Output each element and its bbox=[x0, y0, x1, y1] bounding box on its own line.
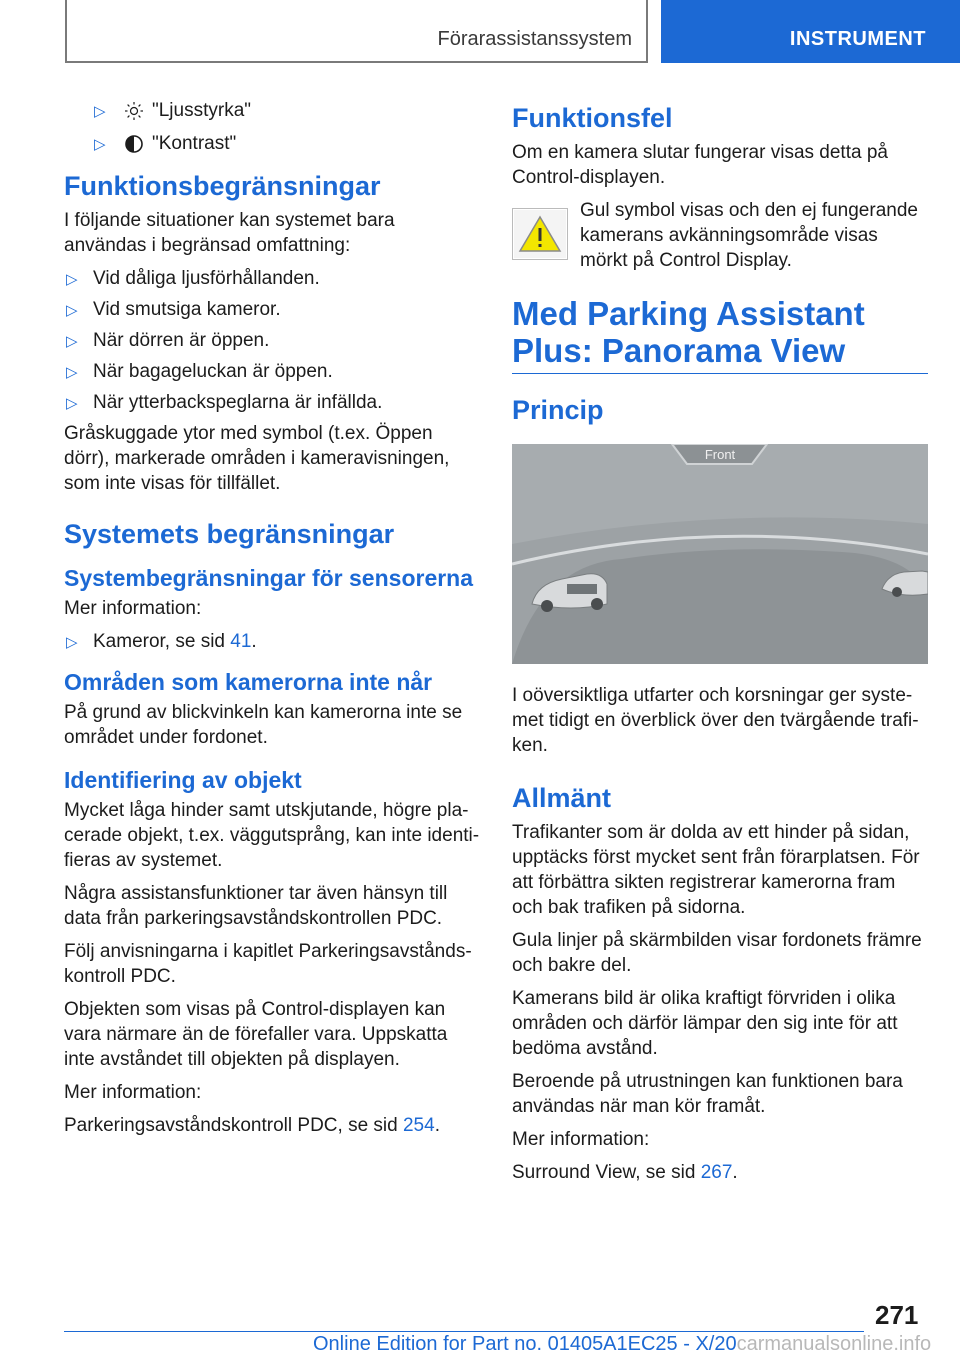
list-item: ▷ När bagageluckan är öppen. bbox=[64, 359, 480, 384]
contrast-icon bbox=[122, 133, 146, 155]
page-link-41[interactable]: 41 bbox=[230, 631, 252, 652]
objects-more: Mer information: bbox=[64, 1082, 202, 1103]
heading-system-limits: Systemets begränsningar bbox=[64, 519, 395, 549]
general-p2: Gula linjer på skärmbilden visar fordonets främre och bakre del. bbox=[512, 930, 922, 976]
heading-limitations: Funktionsbegränsningar bbox=[64, 171, 381, 201]
bullet-triangle-icon: ▷ bbox=[66, 302, 78, 319]
malfunction-text: Om en kamera slutar fungerar visas detta på Control-displayen. bbox=[512, 142, 888, 188]
camera-areas-text: På grund av blickvinkeln kan kamerorna inte se området under fordonet. bbox=[64, 702, 463, 748]
sensor-limits-more: Mer information: bbox=[64, 598, 202, 619]
heading-sensor-limits: Systembegränsningar för sensorerna bbox=[64, 565, 474, 591]
heading-camera-areas: Områden som kamerorna inte når bbox=[64, 669, 433, 695]
figure-front-label: Front bbox=[704, 447, 736, 462]
limitations-intro: I följande situationer kan systemet bara användas i begränsad omfattning: bbox=[64, 210, 395, 256]
heading-panorama-view: Med Parking Assistant Plus: Panorama View bbox=[512, 295, 928, 374]
footer-divider bbox=[64, 1331, 864, 1332]
heading-malfunction: Funktionsfel bbox=[512, 103, 673, 133]
warning-text: Gul symbol visas och den ej fungerande kamerans avkänningsområde visas mörkt på Control Display. bbox=[580, 200, 918, 271]
limitations-note: Gråskuggade ytor med symbol (t.ex. Öppen dörr), markerade områden i kameravisningen, som inte visas för tillfället. bbox=[64, 423, 450, 494]
principle-text: I oöversiktliga utfarter och korsningar ger systemet tidigt en överblick över den tvärgående trafiken. bbox=[512, 685, 919, 756]
warning-symbol-icon bbox=[512, 208, 568, 260]
watermark: carmanualsonline.info bbox=[736, 1333, 932, 1355]
header-section-title: Förarassistanssystem bbox=[437, 28, 632, 50]
list-item: ▷ Kameror, se sid 41. bbox=[64, 629, 480, 654]
bullet-triangle-icon: ▷ bbox=[66, 364, 78, 381]
heading-object-identification: Identifiering av objekt bbox=[64, 767, 302, 793]
bullet-triangle-icon: ▷ bbox=[66, 333, 78, 350]
bullet-triangle-icon: ▷ bbox=[66, 634, 78, 651]
option-contrast-label: "Kontrast" bbox=[152, 133, 237, 154]
heading-general: Allmänt bbox=[512, 783, 612, 813]
bullet-triangle-icon: ▷ bbox=[66, 271, 78, 288]
general-more: Mer information: bbox=[512, 1129, 650, 1150]
panorama-view-illustration bbox=[512, 444, 928, 664]
objects-reference: Parkeringsavståndskontroll PDC, se sid 254. bbox=[64, 1115, 440, 1136]
footer-edition: Online Edition for Part no. 01405A1EC25 - X/20 bbox=[313, 1333, 737, 1355]
bullet-triangle-icon: ▷ bbox=[94, 136, 106, 153]
page-link-254[interactable]: 254 bbox=[402, 1115, 435, 1136]
heading-principle: Princip bbox=[512, 395, 604, 425]
bullet-triangle-icon: ▷ bbox=[66, 395, 78, 412]
header-chapter-title: INSTRUMENT bbox=[789, 28, 926, 50]
page-link-267[interactable]: 267 bbox=[700, 1162, 733, 1183]
objects-p4: Objekten som visas på Control-displayen kan vara närmare än de förefaller vara. Uppskatta inte avståndet till objekten på displayen. bbox=[64, 999, 448, 1070]
bullet-triangle-icon: ▷ bbox=[94, 103, 106, 120]
objects-p3: Följ anvisningarna i kapitlet Parkeringsavståndskontroll PDC. bbox=[64, 941, 472, 987]
brightness-icon bbox=[122, 100, 146, 122]
footer bbox=[313, 1333, 932, 1356]
general-p3: Kamerans bild är olika kraftigt förvriden i olika områden och därför lämpar den sig inte för att bedöma avstånd. bbox=[512, 988, 898, 1059]
option-brightness-label: "Ljusstyrka" bbox=[152, 100, 252, 121]
sensor-limits-list bbox=[64, 629, 480, 654]
warning-note bbox=[512, 198, 928, 273]
header-section-tab bbox=[65, 0, 648, 63]
general-p1: Trafikanter som är dolda av ett hinder på sidan, upptäcks först mycket sent från förarplatsen. För att förbättra sikten registrerar kamerorna fram och bak trafiken på sidorna. bbox=[512, 822, 920, 918]
option-brightness bbox=[64, 98, 480, 123]
list-item: ▷ Vid dåliga ljusförhållanden. bbox=[64, 266, 480, 291]
list-item: ▷ Vid smutsiga kameror. bbox=[64, 297, 480, 322]
limitations-list bbox=[64, 266, 480, 415]
right-column bbox=[512, 102, 928, 1193]
option-contrast bbox=[64, 131, 480, 156]
objects-p2: Några assistansfunktioner tar även hänsyn till data från parkeringsavståndskontrollen PDC. bbox=[64, 883, 448, 929]
left-column bbox=[64, 98, 480, 1146]
general-reference: Surround View, se sid 267. bbox=[512, 1162, 738, 1183]
objects-p1: Mycket låga hinder samt utskjutande, högre placerade objekt, t.ex. väggutsprång, kan inte identifieras av systemet. bbox=[64, 800, 480, 871]
header-chapter-tab bbox=[661, 0, 960, 63]
list-item: ▷ När ytterbackspeglarna är infällda. bbox=[64, 390, 480, 415]
page-number: 271 bbox=[875, 1300, 919, 1330]
general-p4: Beroende på utrustningen kan funktionen bara användas när man kör framåt. bbox=[512, 1071, 903, 1117]
list-item: ▷ När dörren är öppen. bbox=[64, 328, 480, 353]
